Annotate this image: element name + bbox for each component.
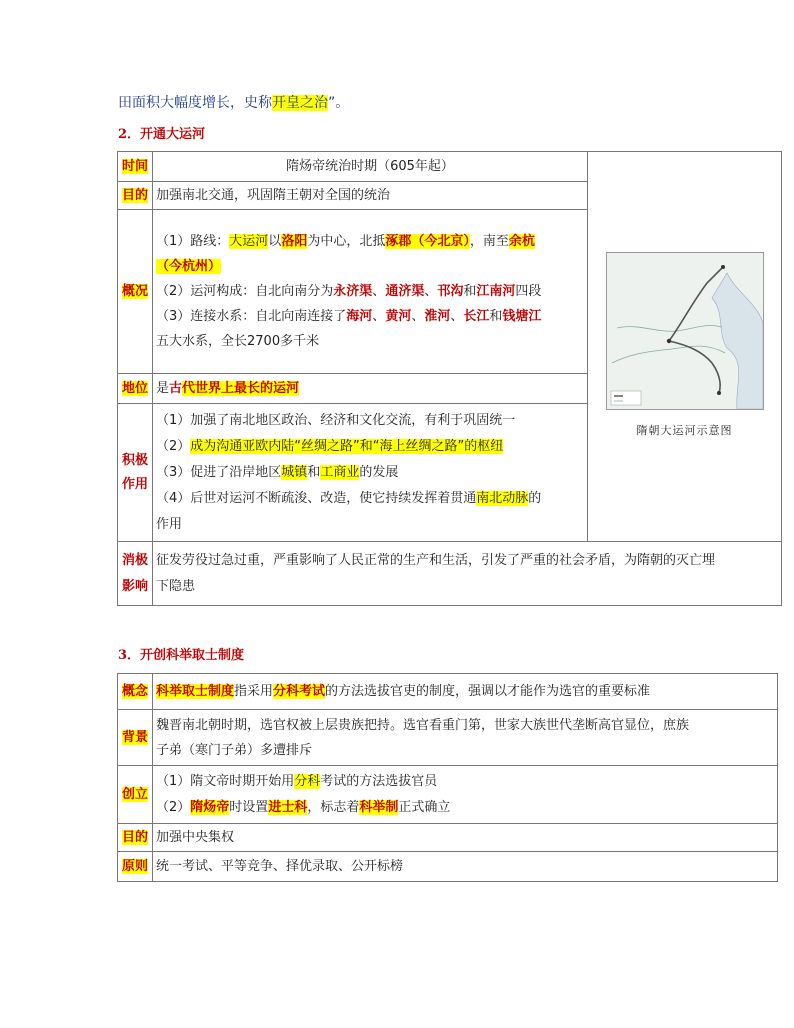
row-label-status: 地位 <box>118 374 153 404</box>
section-2-heading: 2．开通大运河 <box>118 127 206 142</box>
overview-line-1b: （今杭州） <box>156 259 222 274</box>
row-label-positive: 积极 作用 <box>118 404 153 542</box>
map-cell <box>588 152 782 542</box>
founding-value <box>153 766 778 824</box>
row-label-founding: 创立 <box>118 766 153 824</box>
row-label-concept: 概念 <box>118 674 153 710</box>
row-label-purpose-3: 目的 <box>118 824 153 852</box>
principle-value: 统一考试、平等竞争、择优录取、公开标榜 <box>153 852 778 882</box>
positive-line-5: 作用 <box>156 516 183 532</box>
concept-value: 科举取士制度指采用分科考试的方法选拔官吏的制度，强调以才能作为选官的重要标准 <box>153 674 778 710</box>
background-line-2: 子弟（寒门子弟）多遭排斥 <box>156 742 313 758</box>
status-value: 是古代世界上最长的运河 <box>153 374 588 404</box>
time-value: 隋炀帝统治时期（605年起） <box>153 152 588 182</box>
founding-line-1: （1）隋文帝时期开始用分科考试的方法选拔官员 <box>156 773 438 789</box>
negative-value <box>153 542 782 606</box>
positive-line-1: （1）加强了南北地区政治、经济和文化交流，有利于巩固统一 <box>156 412 516 428</box>
map-drawing <box>607 253 763 409</box>
row-label-principle: 原则 <box>118 852 153 882</box>
purpose-value: 加强南北交通，巩固隋王朝对全国的统治 <box>153 182 588 210</box>
row-label-negative: 消极 影响 <box>118 542 153 606</box>
overview-line-3: （3）连接水系：自北向南连接了海河、黄河、淮河、长江和钱塘江 <box>156 309 542 324</box>
intro-text-end: ”。 <box>328 95 350 111</box>
positive-line-2: （2）成为沟通亚欧内陆“丝绸之路”和“海上丝绸之路”的枢纽 <box>156 438 504 454</box>
background-value <box>153 710 778 766</box>
row-label-background: 背景 <box>118 710 153 766</box>
positive-line-4: （4）后世对运河不断疏浚、改造，使它持续发挥着贯通南北动脉的 <box>156 490 542 506</box>
overview-line-2: （2）运河构成：自北向南分为永济渠、通济渠、邗沟和江南河四段 <box>156 284 542 299</box>
intro-text: 田面积大幅度增长，史称 <box>118 95 272 111</box>
row-label-overview: 概况 <box>118 210 153 374</box>
positive-line-3: （3）促进了沿岸地区城镇和工商业的发展 <box>156 464 399 480</box>
section-3-heading: 3．开创科举取士制度 <box>118 648 245 663</box>
overview-line-4: 五大水系，全长2700多千米 <box>156 334 320 349</box>
negative-line-2: 下隐患 <box>156 578 196 594</box>
purpose-3-value: 加强中央集权 <box>153 824 778 852</box>
intro-line <box>118 92 349 112</box>
positive-value <box>153 404 588 542</box>
negative-line-1: 征发劳役过急过重，严重影响了人民正常的生产和生活，引发了严重的社会矛盾，为隋朝的灭亡埋 <box>156 552 716 568</box>
row-label-purpose: 目的 <box>118 182 153 210</box>
intro-highlight: 开皇之治 <box>272 95 328 111</box>
exam-table <box>117 673 778 882</box>
canal-table <box>117 151 782 606</box>
background-line-1: 魏晋南北朝时期，选官权被上层贵族把持。选官看重门第，世家大族世代垄断高官显位，庶族 <box>156 717 690 733</box>
overview-value <box>153 210 588 374</box>
founding-line-2: （2）隋炀帝时设置进士科，标志着科举制正式确立 <box>156 799 451 815</box>
overview-line-1: （1）路线：大运河以洛阳为中心，北抵涿郡（今北京），南至余杭 <box>156 234 535 249</box>
map-caption: 隋朝大运河示意图 <box>636 423 733 437</box>
row-label-time: 时间 <box>118 152 153 182</box>
canal-map-image <box>606 252 764 410</box>
